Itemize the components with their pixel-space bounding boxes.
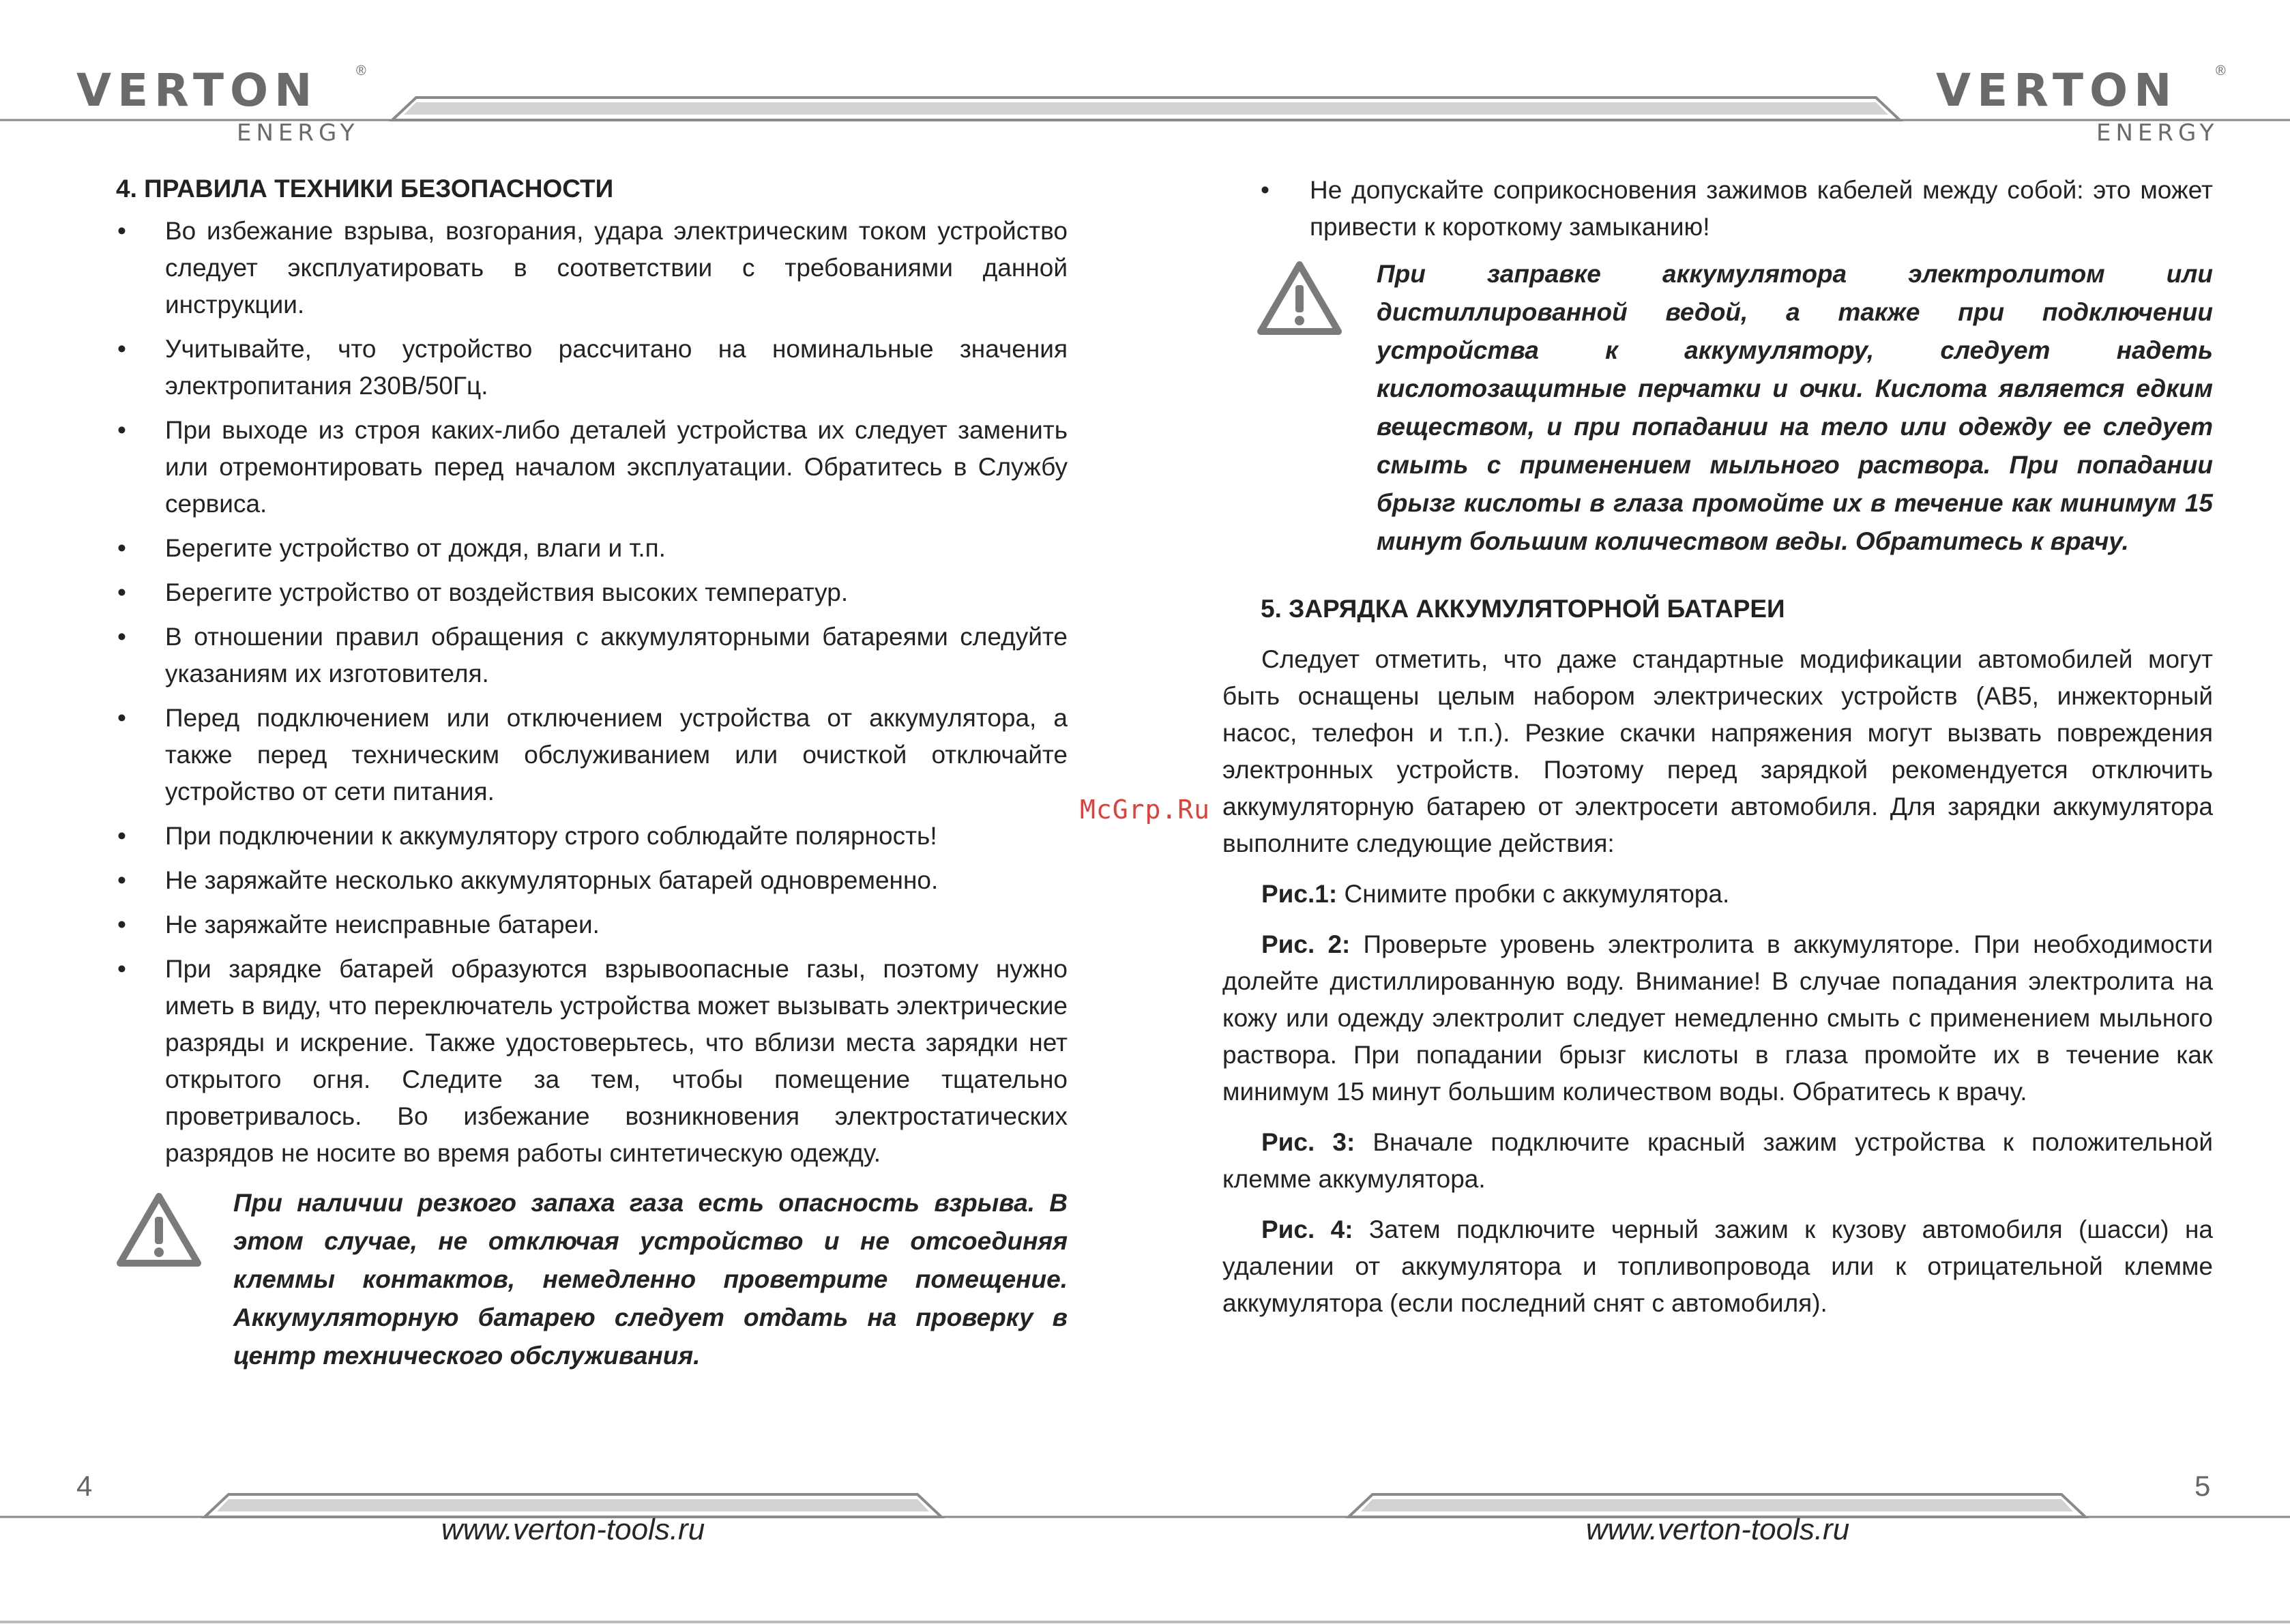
logo-registered-mark: ®	[2216, 63, 2226, 78]
warning-triangle-icon	[116, 1192, 202, 1267]
step-label: Рис. 2:	[1261, 930, 1351, 958]
step-label: Рис. 3:	[1261, 1128, 1355, 1156]
list-item: • Перед подключением или отключением устройства от аккумулятора, а также перед техническим обслуживанием или очисткой отключайте устройство от сети питания.	[116, 700, 1068, 810]
left-page-column	[116, 172, 1068, 1375]
list-item: • Учитывайте, что устройство рассчитано на номинальные значения электропитания 230В/50Гц.	[116, 331, 1068, 404]
bullet-mark: •	[117, 217, 126, 245]
step-paragraph: Рис. 2: Проверьте уровень электролита в аккумуляторе. При необходимости долейте дистиллированную воду. Внимание! В случае попадания электролита на кожу или одежду электролит следует немедленно смыть с применением мыльного раствора. При попадании брызг кислоты в глаза промойте их в течение как минимум 15 минут большим количеством воды. Обратитесь к врачу.	[1222, 930, 2213, 1106]
bullet-mark: •	[117, 866, 126, 894]
logo-subtitle: ENERGY	[2096, 119, 2219, 147]
list-item: • Берегите устройство от воздействия высоких температур.	[116, 574, 1068, 611]
bullet-mark: •	[117, 955, 126, 983]
section-heading-safety: 4. ПРАВИЛА ТЕХНИКИ БЕЗОПАСНОСТИ	[116, 175, 614, 203]
bullet-mark: •	[117, 822, 126, 850]
logo-left	[76, 63, 370, 147]
warning-triangle-icon	[1257, 261, 1342, 336]
warning-text: При наличии резкого запаха газа есть опасность взрыва. В этом случае, не отключая устройство и не отсоединяя клеммы контактов, немедленно проветрите помещение. Аккумуляторную батарею следует отдать на проверку в центр технического обслуживания.	[233, 1189, 1068, 1370]
list-item: • Не заряжайте неисправные батареи.	[116, 906, 1068, 943]
list-item: • В отношении правил обращения с аккумуляторными батареями следуйте указаниям их изготовителя.	[116, 619, 1068, 692]
bullet-mark: •	[117, 578, 126, 606]
step-paragraph: Рис. 4: Затем подключите черный зажим к кузову автомобиля (шасси) на удалении от аккумулятора и топливопровода или к отрицательной клемме аккумулятора (если последний снят с автомобиля).	[1222, 1215, 2213, 1317]
list-item: • При выходе из строя каких-либо деталей устройства их следует заменить или отремонтировать перед началом эксплуатации. Обратитесь в Службу сервиса.	[116, 412, 1068, 522]
list-item: • Не заряжайте несколько аккумуляторных батарей одновременно.	[116, 862, 1068, 899]
page-number-right: 5	[2194, 1470, 2211, 1502]
bullet-mark: •	[117, 534, 126, 562]
logo-subtitle: ENERGY	[237, 119, 359, 147]
logo-wordmark: VERTON	[1936, 64, 2178, 117]
footer-url-right[interactable]: www.verton-tools.ru	[1585, 1513, 1850, 1546]
bullet-mark: •	[117, 416, 126, 444]
warning-block-gas	[116, 1184, 1068, 1375]
logo-registered-mark: ®	[356, 63, 366, 78]
list-item: • Берегите устройство от дождя, влаги и т.п.	[116, 530, 1068, 567]
step-paragraph: Рис.1: Снимите пробки с аккумулятора.	[1261, 880, 1730, 908]
section-heading-charging: 5. ЗАРЯДКА АККУМУЛЯТОРНОЙ БАТАРЕИ	[1261, 595, 1785, 623]
step-label: Рис. 4:	[1261, 1215, 1353, 1243]
list-item: • При подключении к аккумулятору строго соблюдайте полярность!	[116, 818, 1068, 855]
watermark-text: McGrp.Ru	[1080, 795, 1211, 825]
list-item: • Не допускайте соприкосновения зажимов кабелей между собой: это может привести к короткому замыканию!	[1222, 172, 2213, 246]
step-label: Рис.1:	[1261, 880, 1338, 908]
bullet-mark: •	[117, 623, 126, 651]
safety-bullet-list	[116, 213, 1068, 1172]
charging-intro-paragraph: Следует отметить, что даже стандартные модификации автомобилей могут быть оснащены целым набором электрических устройств (АВ5, инжекторный насос, телефон и т.п.). Резкие скачки напряжения могут вызвать повреждения электронных устройств. Поэтому перед зарядкой рекомендуется отключить аккумуляторную батарею от электросети автомобиля. Для зарядки аккумулятора выполните следующие действия:	[1222, 645, 2213, 857]
list-item: • При зарядке батарей образуются взрывоопасные газы, поэтому нужно иметь в виду, что переключатель устройства может вызывать электрические разряды и искрение. Также удостоверьтесь, что вблизи места зарядки нет открытого огня. Следите за тем, чтобы помещение тщательно проветривалось. Во избежание возникновения электростатических разрядов не носите во время работы синтетическую одежду.	[116, 951, 1068, 1172]
bullet-mark: •	[117, 911, 126, 939]
right-page-column	[1222, 172, 2213, 1322]
bullet-mark: •	[117, 335, 126, 363]
page-number-left: 4	[76, 1470, 93, 1502]
step-paragraph: Рис. 3: Вначале подключите красный зажим устройства к положительной клемме аккумулятора.	[1222, 1128, 2213, 1193]
warning-text: При заправке аккумулятора электролитом или дистиллированной ведой, а также при подключении устройства к аккумулятору, следует надеть кислотозащитные перчатки и очки. Кислота является едким веществом, и при попадании на тело или одежду ее следует смыть с применением мыльного раствора. При попадании брызг кислоты в глаза промойте их в течение как минимум 15 минут большим количеством веды. Обратитесь к врачу.	[1377, 260, 2213, 555]
bullet-mark: •	[1261, 176, 1269, 204]
bullet-mark: •	[117, 704, 126, 732]
cable-bullet-list	[1222, 172, 2213, 246]
logo-right	[1936, 63, 2229, 147]
list-item: • Во избежание взрыва, возгорания, удара электрическим током устройство следует эксплуатировать в соответствии с требованиями данной инструкции.	[116, 213, 1068, 323]
footer-url-left[interactable]: www.verton-tools.ru	[441, 1513, 705, 1546]
warning-block-acid	[1222, 255, 2213, 561]
logo-wordmark: VERTON	[76, 64, 319, 117]
